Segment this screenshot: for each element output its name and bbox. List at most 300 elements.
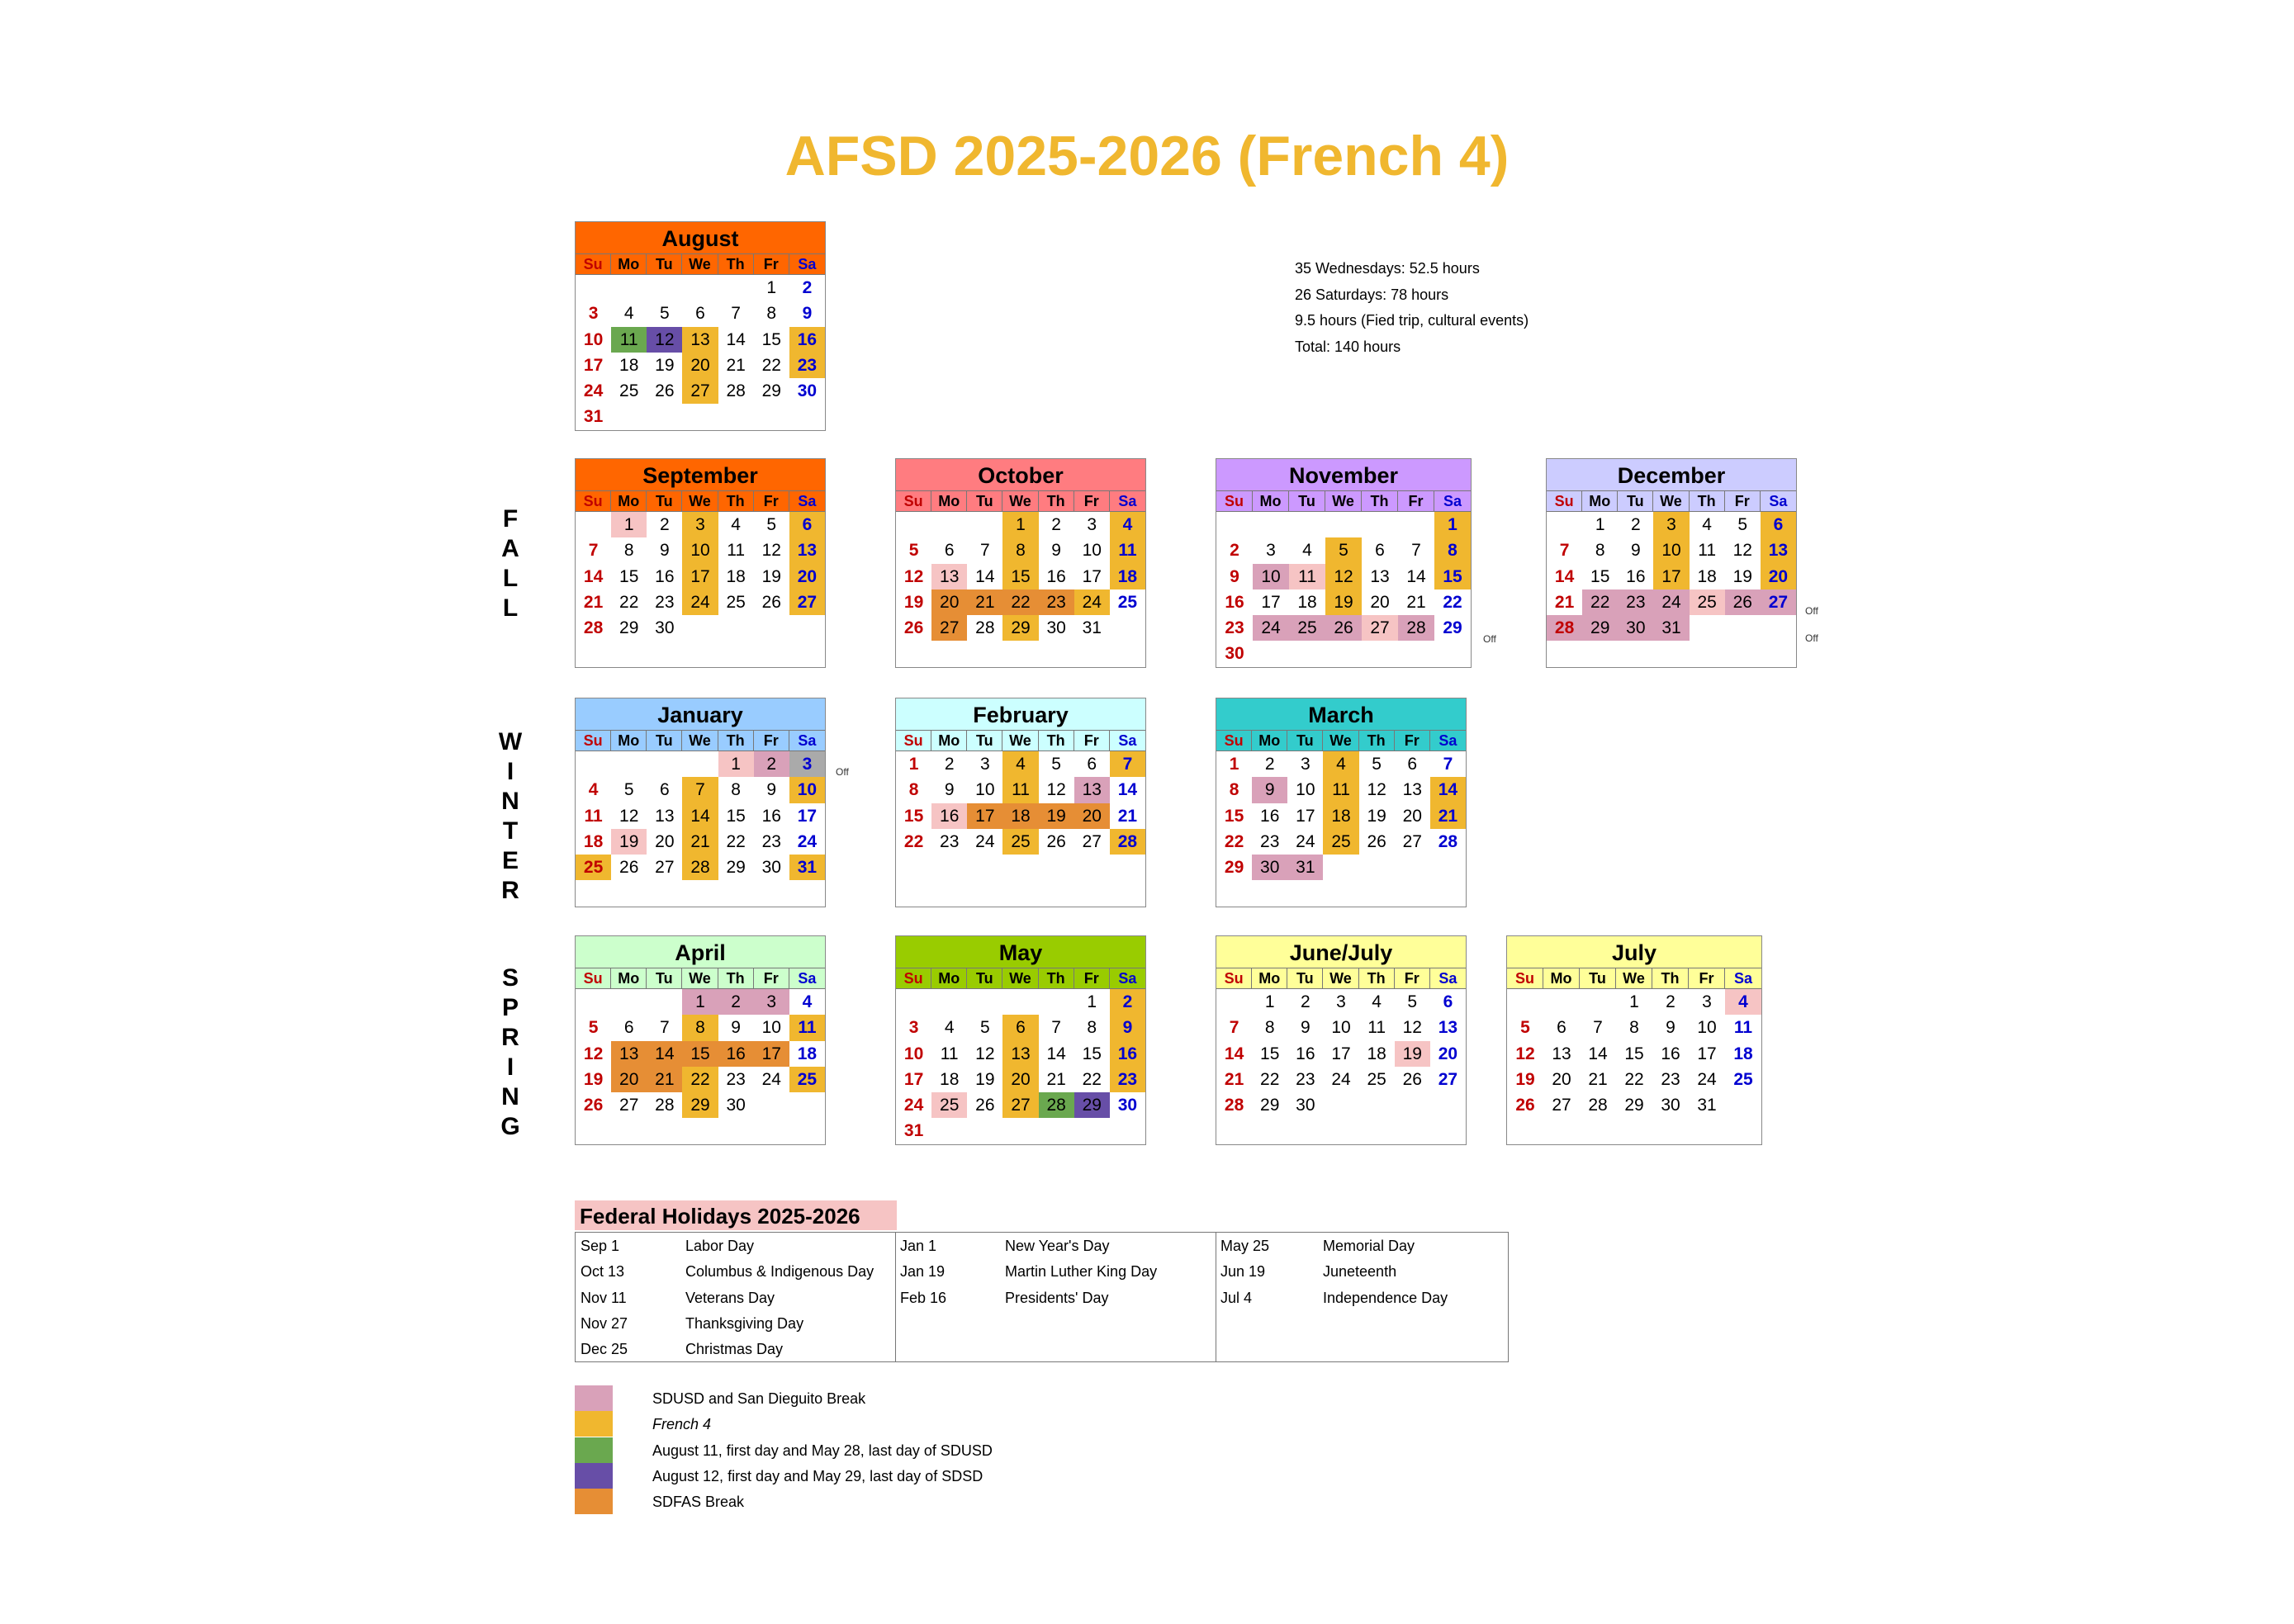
calendar-day: 29 — [1002, 615, 1038, 641]
calendar-day: 27 — [1402, 831, 1422, 851]
calendar-day: 18 — [1733, 1044, 1753, 1063]
weekday-header — [1547, 491, 1796, 512]
calendar-day: 2 — [754, 751, 789, 777]
calendar-day: 14 — [1117, 780, 1138, 800]
calendar-day: 4 — [1002, 751, 1038, 777]
calendar-day: 9 — [1110, 1015, 1145, 1040]
empty-day — [896, 855, 931, 880]
calendar-day: 18 — [583, 831, 604, 851]
empty-day — [1039, 880, 1074, 906]
empty-day — [1252, 1118, 1287, 1143]
calendar-day: 16 — [1260, 806, 1280, 826]
calendar-day: 1 — [908, 755, 919, 774]
calendar-day: 10 — [789, 777, 825, 803]
calendar-day: 22 — [1260, 1069, 1280, 1089]
calendar-day: 3 — [980, 755, 990, 774]
calendar-day: 24 — [682, 589, 718, 615]
calendar-day: 9 — [1252, 777, 1287, 803]
season-letter: R — [501, 877, 519, 904]
calendar-day: 17 — [797, 806, 818, 826]
calendar-day: 19 — [1039, 803, 1074, 829]
calendar-day: 14 — [583, 566, 604, 586]
empty-day — [1725, 641, 1761, 666]
weekday-header — [896, 731, 1145, 751]
calendar-day: 22 — [903, 831, 924, 851]
calendar-day: 11 — [940, 1044, 959, 1063]
legend-label: August 12, first day and May 29, last day of SDSD — [652, 1467, 983, 1484]
weekday-label: Tu — [1287, 731, 1323, 751]
empty-day — [1323, 1092, 1358, 1118]
legend-swatch — [575, 1489, 613, 1514]
calendar-day: 26 — [1402, 1069, 1422, 1089]
calendar-day: 9 — [731, 1018, 741, 1038]
empty-day — [576, 880, 611, 906]
calendar-month — [575, 935, 826, 1145]
month-title: May — [896, 936, 1145, 968]
calendar-day: 23 — [1260, 831, 1280, 851]
empty-day — [1002, 880, 1038, 906]
calendar-day: 3 — [1087, 515, 1097, 534]
weekday-label: We — [1002, 968, 1038, 989]
calendar-day: 19 — [655, 355, 675, 375]
calendar-day: 30 — [1225, 644, 1244, 664]
legend-swatch — [575, 1385, 613, 1411]
calendar-day: 28 — [1547, 615, 1582, 641]
calendar-day: 16 — [1296, 1044, 1315, 1063]
weekday-label: Fr — [1395, 968, 1430, 989]
season-letter: I — [506, 1053, 514, 1081]
empty-day — [647, 404, 682, 429]
calendar-day: 25 — [1289, 615, 1325, 641]
calendar-day: 24 — [903, 1096, 924, 1115]
season-letter: W — [498, 728, 523, 755]
calendar-day: 2 — [1631, 515, 1641, 534]
empty-day — [1325, 512, 1362, 537]
calendar-day: 2 — [1264, 755, 1275, 774]
calendar-day: 18 — [1002, 803, 1038, 829]
calendar-day: 20 — [1370, 592, 1390, 612]
calendar-day: 9 — [802, 304, 813, 324]
calendar-day: 10 — [1082, 541, 1102, 561]
calendar-day: 10 — [682, 537, 718, 563]
calendar-day: 24 — [1253, 615, 1289, 641]
calendar-day: 13 — [682, 327, 718, 353]
weekday-label: Th — [718, 254, 754, 275]
calendar-day: 4 — [731, 515, 741, 534]
calendar-day: 21 — [1554, 592, 1575, 612]
weekday-label: Mo — [1582, 491, 1618, 512]
calendar-month — [895, 935, 1146, 1145]
empty-day — [718, 404, 754, 429]
calendar-day: 28 — [726, 381, 746, 401]
empty-day — [611, 751, 647, 777]
calendar-day: 10 — [1253, 564, 1289, 589]
empty-day — [754, 1092, 789, 1118]
calendar-day: 30 — [1618, 615, 1653, 641]
weekday-label: Su — [1507, 968, 1543, 989]
calendar-day: 30 — [761, 858, 781, 878]
calendar-day: 15 — [761, 329, 781, 349]
legend-swatch — [575, 1437, 613, 1463]
calendar-day: 3 — [1702, 992, 1712, 1011]
empty-day — [611, 880, 647, 906]
weekday-label: Su — [576, 254, 611, 275]
calendar-day: 19 — [1732, 566, 1752, 586]
empty-day — [1507, 1118, 1543, 1143]
holiday-date: May 25 — [1220, 1238, 1270, 1254]
calendar-day: 16 — [655, 566, 675, 586]
calendar-day: 14 — [726, 329, 746, 349]
calendar-day: 26 — [1367, 831, 1386, 851]
calendar-day: 18 — [1297, 592, 1317, 612]
calendar-day: 22 — [682, 1067, 718, 1092]
calendar-day: 7 — [1593, 1018, 1603, 1038]
calendar-day: 30 — [1252, 855, 1287, 880]
calendar-day: 26 — [1725, 589, 1761, 615]
calendar-day: 17 — [1697, 1044, 1717, 1063]
empty-day — [1002, 989, 1038, 1015]
calendar-day: 22 — [726, 831, 746, 851]
season-letter: P — [501, 994, 519, 1021]
calendar-day: 7 — [1229, 1018, 1239, 1038]
calendar-day: 25 — [931, 1092, 967, 1118]
calendar-day: 11 — [611, 327, 647, 353]
calendar-day: 11 — [1323, 777, 1358, 803]
calendar-day: 12 — [1046, 780, 1066, 800]
empty-day — [1039, 855, 1074, 880]
calendar-day: 26 — [903, 618, 924, 638]
empty-day — [576, 275, 611, 301]
empty-day — [576, 989, 611, 1015]
calendar-day: 23 — [940, 831, 960, 851]
calendar-day: 13 — [931, 564, 967, 589]
weekday-label: Fr — [754, 968, 789, 989]
info-line: 9.5 hours (Fied trip, cultural events) — [1295, 312, 1529, 329]
weekday-label: Su — [1547, 491, 1582, 512]
calendar-day: 30 — [797, 381, 818, 401]
weekday-label: Mo — [1543, 968, 1580, 989]
calendar-day: 23 — [761, 831, 781, 851]
weekday-label: Th — [718, 731, 754, 751]
calendar-day: 30 — [1296, 1096, 1315, 1115]
calendar-day: 27 — [1362, 615, 1398, 641]
empty-day — [1547, 641, 1582, 666]
empty-day — [931, 641, 967, 666]
empty-day — [1689, 1118, 1725, 1143]
calendar-day: 3 — [789, 751, 825, 777]
weekday-label: Sa — [798, 256, 817, 272]
calendar-day: 9 — [660, 541, 670, 561]
empty-day — [611, 404, 647, 429]
holiday-date: Nov 11 — [581, 1289, 627, 1306]
empty-day — [1039, 641, 1074, 666]
calendar-day: 17 — [682, 564, 718, 589]
calendar-day: 8 — [1087, 1018, 1097, 1038]
empty-day — [1690, 641, 1725, 666]
calendar-day: 20 — [1402, 806, 1422, 826]
federal-holidays-table — [575, 1232, 1509, 1362]
calendar-day: 27 — [1552, 1096, 1571, 1115]
weekday-label: Sa — [1118, 732, 1137, 749]
calendar-day: 28 — [1588, 1096, 1608, 1115]
calendar-month — [1216, 458, 1472, 668]
day-grid — [896, 512, 1145, 667]
calendar-day: 16 — [718, 1041, 754, 1067]
calendar-day: 27 — [1082, 831, 1102, 851]
weekday-label: Th — [1039, 968, 1074, 989]
calendar-day: 28 — [975, 618, 995, 638]
empty-day — [611, 641, 647, 666]
empty-day — [931, 855, 967, 880]
calendar-day: 19 — [975, 1069, 995, 1089]
calendar-day: 19 — [903, 592, 924, 612]
calendar-day: 1 — [1434, 512, 1471, 537]
calendar-day: 5 — [1051, 755, 1061, 774]
empty-day — [789, 641, 825, 666]
calendar-day: 8 — [731, 780, 741, 800]
month-title: March — [1216, 698, 1466, 731]
weekday-label: Tu — [967, 968, 1002, 989]
calendar-day: 7 — [731, 304, 741, 324]
calendar-day: 4 — [588, 780, 599, 800]
month-title: April — [576, 936, 825, 968]
calendar-month — [895, 458, 1146, 668]
empty-day — [1507, 989, 1543, 1015]
calendar-day: 4 — [1323, 751, 1358, 777]
calendar-day: 15 — [1590, 566, 1610, 586]
weekday-label: Su — [576, 491, 611, 512]
empty-day — [1580, 989, 1616, 1015]
calendar-day: 27 — [1761, 589, 1796, 615]
calendar-day: 20 — [1438, 1044, 1458, 1063]
calendar-day: 28 — [1110, 829, 1145, 855]
calendar-day: 7 — [1110, 751, 1145, 777]
calendar-day: 17 — [583, 355, 604, 375]
empty-day — [1287, 1118, 1323, 1143]
calendar-day: 31 — [583, 407, 604, 427]
weekday-label: Mo — [1252, 731, 1287, 751]
empty-day — [682, 615, 718, 641]
calendar-day: 14 — [1406, 566, 1426, 586]
calendar-day: 28 — [682, 855, 718, 880]
empty-day — [1398, 512, 1434, 537]
calendar-month — [575, 698, 826, 907]
empty-day — [1074, 641, 1110, 666]
calendar-day: 4 — [623, 304, 634, 324]
calendar-day: 31 — [1697, 1096, 1717, 1115]
calendar-day: 18 — [1697, 566, 1717, 586]
empty-day — [789, 404, 825, 429]
calendar-day: 25 — [1002, 829, 1038, 855]
calendar-day: 28 — [1438, 831, 1458, 851]
calendar-day: 21 — [682, 829, 718, 855]
calendar-day: 12 — [761, 541, 781, 561]
calendar-day: 3 — [754, 989, 789, 1015]
calendar-day: 19 — [761, 566, 781, 586]
holiday-name: Christmas Day — [685, 1341, 784, 1358]
holiday-date: Nov 27 — [581, 1314, 628, 1332]
empty-day — [1110, 1118, 1145, 1143]
calendar-day: 6 — [1407, 755, 1418, 774]
calendar-day: 15 — [903, 806, 924, 826]
weekday-label: Su — [576, 731, 611, 751]
legend-label: SDUSD and San Dieguito Break — [652, 1390, 866, 1407]
holiday-name: Columbus & Indigenous Day — [685, 1263, 874, 1281]
calendar-day: 22 — [761, 355, 781, 375]
calendar-day: 7 — [1443, 755, 1453, 774]
calendar-day: 21 — [1588, 1069, 1608, 1089]
month-title: January — [576, 698, 825, 731]
calendar-day: 24 — [1697, 1069, 1717, 1089]
month-title: September — [576, 459, 825, 491]
calendar-day: 23 — [726, 1069, 746, 1089]
holiday-date: Feb 16 — [900, 1289, 947, 1306]
calendar-day: 28 — [1039, 1092, 1074, 1118]
weekday-label: Sa — [1438, 970, 1457, 987]
weekday-label: Fr — [754, 254, 789, 275]
weekday-label: Fr — [1725, 491, 1761, 512]
weekday-label: Sa — [1438, 732, 1457, 749]
empty-day — [896, 880, 931, 906]
calendar-day: 3 — [1266, 541, 1276, 561]
empty-day — [682, 1118, 718, 1143]
calendar-day: 6 — [695, 304, 705, 324]
calendar-day: 3 — [588, 304, 599, 324]
weekday-header — [1507, 968, 1761, 989]
empty-day — [718, 615, 754, 641]
weekday-label: Fr — [1395, 731, 1430, 751]
empty-day — [576, 751, 611, 777]
empty-day — [1039, 1118, 1074, 1143]
calendar-day: 11 — [1002, 777, 1038, 803]
day-grid — [1547, 512, 1796, 667]
empty-day — [789, 880, 825, 906]
empty-day — [647, 989, 682, 1015]
empty-day — [611, 275, 647, 301]
calendar-month — [1506, 935, 1762, 1145]
calendar-day: 26 — [761, 592, 781, 612]
weekday-label: Fr — [754, 491, 789, 512]
calendar-day: 6 — [1375, 541, 1385, 561]
calendar-day: 13 — [611, 1041, 647, 1067]
weekday-header — [576, 254, 825, 275]
legend-label: SDFAS Break — [652, 1494, 745, 1511]
calendar-day: 29 — [761, 381, 781, 401]
calendar-day: 5 — [1520, 1018, 1530, 1038]
info-line: Total: 140 hours — [1295, 338, 1401, 355]
calendar-day: 12 — [647, 327, 682, 353]
calendar-day: 10 — [1331, 1018, 1351, 1038]
weekday-label: Sa — [1733, 970, 1753, 987]
empty-day — [682, 275, 718, 301]
calendar-day: 31 — [1082, 618, 1102, 638]
calendar-day: 23 — [1039, 589, 1074, 615]
empty-day — [1395, 880, 1430, 906]
season-letter: N — [501, 788, 519, 815]
day-grid — [896, 989, 1145, 1144]
calendar-day: 29 — [1074, 1092, 1110, 1118]
weekday-label: We — [1653, 491, 1689, 512]
calendar-day: 26 — [1325, 615, 1362, 641]
calendar-day: 4 — [802, 992, 813, 1011]
calendar-day: 18 — [1110, 564, 1145, 589]
empty-day — [789, 1118, 825, 1143]
calendar-day: 10 — [903, 1044, 924, 1063]
calendar-day: 25 — [726, 592, 746, 612]
empty-day — [1430, 1118, 1466, 1143]
calendar-day: 2 — [1051, 515, 1061, 534]
calendar-day: 12 — [583, 1044, 604, 1063]
holiday-name: Martin Luther King Day — [1005, 1263, 1158, 1281]
calendar-day: 18 — [619, 355, 639, 375]
legend-label: French 4 — [652, 1416, 712, 1433]
calendar-day: 11 — [1289, 564, 1325, 589]
calendar-day: 29 — [1224, 858, 1244, 878]
empty-day — [1074, 1118, 1110, 1143]
calendar-day: 19 — [1325, 589, 1362, 615]
season-label-spring — [494, 964, 527, 1143]
legend-swatch — [575, 1463, 613, 1489]
empty-day — [1002, 641, 1038, 666]
weekday-label: Sa — [1118, 493, 1137, 509]
calendar-day: 15 — [726, 806, 746, 826]
calendar-day: 25 — [1323, 829, 1358, 855]
empty-day — [647, 275, 682, 301]
calendar-day: 1 — [1264, 992, 1275, 1011]
calendar-day: 18 — [1367, 1044, 1386, 1063]
calendar-day: 20 — [611, 1067, 647, 1092]
calendar-day: 21 — [1224, 1069, 1244, 1089]
weekday-label: Tu — [967, 491, 1002, 512]
calendar-day: 15 — [1224, 806, 1244, 826]
calendar-day: 3 — [1336, 992, 1346, 1011]
weekday-label: Mo — [931, 968, 967, 989]
calendar-day: 16 — [761, 806, 781, 826]
month-title: February — [896, 698, 1145, 731]
calendar-day: 1 — [1002, 512, 1038, 537]
empty-day — [967, 641, 1002, 666]
calendar-day: 28 — [1398, 615, 1434, 641]
calendar-day: 1 — [682, 989, 718, 1015]
month-title: November — [1216, 459, 1471, 491]
empty-day — [1359, 855, 1395, 880]
calendar-day: 14 — [647, 1041, 682, 1067]
calendar-day: 14 — [1554, 566, 1575, 586]
empty-day — [1002, 855, 1038, 880]
calendar-day: 22 — [1443, 592, 1462, 612]
day-grid — [1507, 989, 1761, 1144]
calendar-day: 11 — [789, 1015, 825, 1040]
empty-day — [1547, 512, 1582, 537]
empty-day — [1653, 641, 1689, 666]
calendar-day: 19 — [611, 829, 647, 855]
holiday-date: Oct 13 — [581, 1263, 625, 1281]
weekday-header — [1216, 968, 1466, 989]
calendar-day: 17 — [754, 1041, 789, 1067]
season-letter: A — [501, 535, 519, 562]
empty-day — [576, 1118, 611, 1143]
calendar-day: 23 — [789, 353, 825, 378]
calendar-day: 17 — [1331, 1044, 1351, 1063]
weekday-label: Tu — [1289, 491, 1325, 512]
month-title: June/July — [1216, 936, 1466, 968]
empty-day — [1761, 641, 1796, 666]
calendar-day: 31 — [1653, 615, 1689, 641]
empty-day — [754, 1118, 789, 1143]
calendar-day: 25 — [789, 1067, 825, 1092]
calendar-day: 27 — [682, 378, 718, 404]
holiday-name: Memorial Day — [1323, 1238, 1415, 1254]
